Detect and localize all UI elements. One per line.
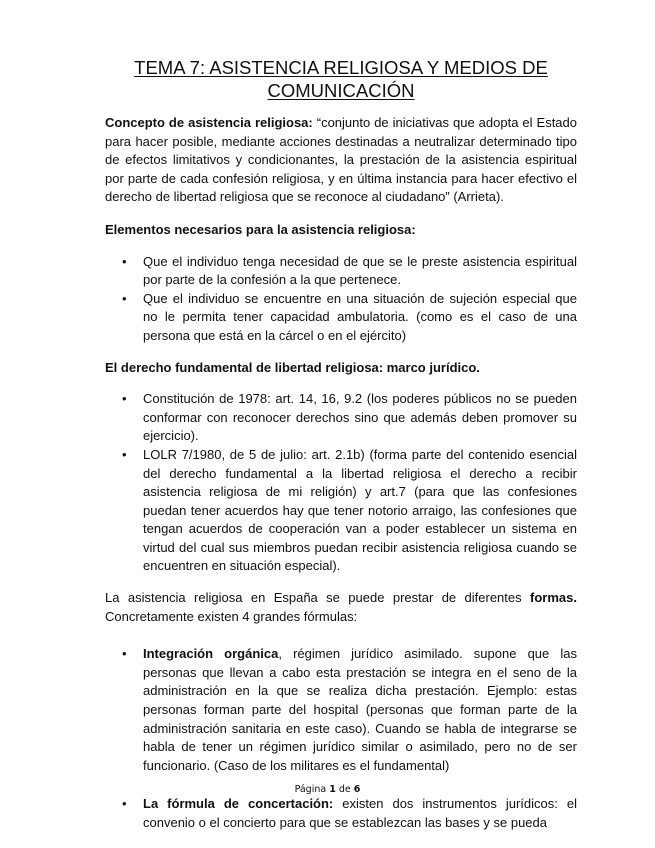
formas-text-after: Concretamente existen 4 grandes fórmulas: [105, 608, 358, 624]
derecho-heading: El derecho fundamental de libertad religiosa: marco jurídico. [105, 359, 480, 375]
formula-heading: Integración orgánica [143, 646, 279, 662]
list-item: • Que el individuo se encuentre en una situación de sujeción especial que no le permita tener capacidad ambulatoria. (como es el caso de una persona que está en la cárcel o en el ejército) [105, 290, 577, 346]
formulas-list [105, 645, 577, 832]
list-item [105, 645, 577, 775]
formas-text: La asistencia religiosa en España se puede prestar de diferentes [105, 590, 531, 606]
elementos-heading: Elementos necesarios para la asistencia religiosa: [105, 221, 416, 237]
list-item: • Constitución de 1978: art. 14, 16, 9.2 (los poderes públicos no se pueden conformar con reconocer derechos sino que además deben promover su ejercicio). [105, 390, 577, 446]
formula-text: , régimen jurídico asimilado. supone que las personas que llevan a cabo esta prestación se integra en el seno de la administración en la que se realiza dicha prestación. Ejemplo: estas personas forman parte del hospital (personas que forman parte de la administración sanitaria en este caso). Cuando se habla de integrarse se habla de tener un régimen jurídico similar o asimilado, pero no de ser funcionario. (Caso de los militares es el fundamental) [143, 646, 577, 773]
formas-paragraph [105, 589, 577, 626]
document-page [105, 56, 577, 833]
list-item: • LOLR 7/1980, de 5 de julio: art. 2.1b) (forma parte del contenido esencial del derecho fundamental a la libertad religiosa el derecho a recibir asistencia religiosa de mi religión) y art.7 (para que las confesiones puedan tener acuerdos hay que tener notorio arraigo, las confesiones que tengan acuerdos de cooperación van a poder establecer un sistema en virtud del cual sus miembros puedan recibir asistencia religiosa cuando se encuentren en situación especial). [105, 446, 577, 576]
list-item: • Que el individuo tenga necesidad de que se le preste asistencia espiritual por parte de la confesión a la que pertenece. [105, 253, 577, 290]
page-title [105, 56, 577, 102]
concepto-text: “conjunto de iniciativas que adopta el Estado para hacer posible, mediante acciones destinadas a neutralizar determinado tipo de efectos limitativos y condicionantes, la prestación de la asistencia espiritual por parte de cada confesión religiosa, y en última instancia para hacer efectivo el derecho de libertad religiosa que se reconoce al ciudadano” (Arrieta). [105, 115, 577, 205]
concepto-heading: Concepto de asistencia religiosa: [105, 115, 313, 130]
title-line-2: COMUNICACIÓN [267, 80, 415, 101]
page-footer [0, 784, 655, 795]
formula-text: existen dos instrumentos jurídicos: el convenio o el concierto para que se establezcan las bases y se pueda [143, 796, 577, 830]
derecho-list [105, 390, 577, 576]
footer-label: Página [294, 784, 327, 795]
footer-current-page: 1 [329, 784, 336, 795]
formula-heading: La fórmula de concertación: [143, 796, 334, 812]
formas-bold: formas. [530, 590, 577, 606]
title-line-1: TEMA 7: ASISTENCIA RELIGIOSA Y MEDIOS DE [134, 57, 548, 78]
list-item [105, 795, 577, 832]
footer-separator: de [338, 784, 351, 795]
elementos-list [105, 253, 577, 346]
concepto-paragraph [105, 114, 577, 207]
footer-total-pages: 6 [353, 784, 361, 795]
